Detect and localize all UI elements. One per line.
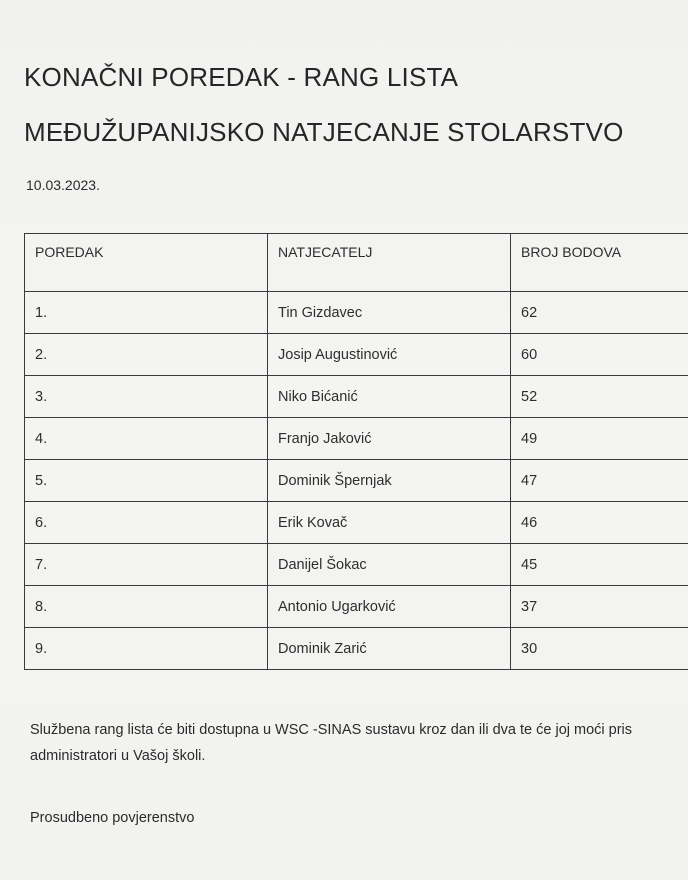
competitor-cell: Tin Gizdavec bbox=[268, 292, 511, 334]
competitor-cell: Antonio Ugarković bbox=[268, 586, 511, 628]
points-cell: 47 bbox=[511, 460, 688, 502]
points-cell: 60 bbox=[511, 334, 688, 376]
table-row bbox=[25, 334, 688, 376]
points-cell: 45 bbox=[511, 544, 688, 586]
rank-cell: 4. bbox=[25, 418, 268, 460]
competitor-cell: Danijel Šokac bbox=[268, 544, 511, 586]
ranking-table bbox=[24, 233, 688, 670]
rank-cell: 9. bbox=[25, 628, 268, 670]
rank-cell: 7. bbox=[25, 544, 268, 586]
table-row bbox=[25, 418, 688, 460]
table-row bbox=[25, 502, 688, 544]
competitor-cell: Dominik Zarić bbox=[268, 628, 511, 670]
points-cell: 46 bbox=[511, 502, 688, 544]
rank-cell: 5. bbox=[25, 460, 268, 502]
rank-cell: 6. bbox=[25, 502, 268, 544]
document-date: 10.03.2023. bbox=[26, 177, 100, 193]
rank-cell: 1. bbox=[25, 292, 268, 334]
document-title: KONAČNI POREDAK - RANG LISTA bbox=[24, 62, 459, 92]
competitor-cell: Franjo Jaković bbox=[268, 418, 511, 460]
points-cell: 49 bbox=[511, 418, 688, 460]
competitor-cell: Niko Bićanić bbox=[268, 376, 511, 418]
points-cell: 37 bbox=[511, 586, 688, 628]
rank-cell: 8. bbox=[25, 586, 268, 628]
points-cell: 52 bbox=[511, 376, 688, 418]
points-cell: 30 bbox=[511, 628, 688, 670]
table-row bbox=[25, 460, 688, 502]
notice-line: administratori u Vašoj školi. bbox=[30, 748, 206, 764]
official-notice bbox=[30, 717, 632, 769]
table-row bbox=[25, 292, 688, 334]
header-points: BROJ BODOVA bbox=[511, 234, 688, 292]
header-rank: POREDAK bbox=[25, 234, 268, 292]
header-competitor: NATJECATELJ bbox=[268, 234, 511, 292]
points-cell: 62 bbox=[511, 292, 688, 334]
competitor-cell: Erik Kovač bbox=[268, 502, 511, 544]
rank-cell: 3. bbox=[25, 376, 268, 418]
competitor-cell: Dominik Špernjak bbox=[268, 460, 511, 502]
table-row bbox=[25, 544, 688, 586]
competitor-cell: Josip Augustinović bbox=[268, 334, 511, 376]
rank-cell: 2. bbox=[25, 334, 268, 376]
signature-committee: Prosudbeno povjerenstvo bbox=[30, 810, 195, 826]
table-row bbox=[25, 376, 688, 418]
document-subtitle: MEĐUŽUPANIJSKO NATJECANJE STOLARSTVO bbox=[24, 117, 624, 147]
table-row bbox=[25, 586, 688, 628]
table-header-row bbox=[25, 234, 688, 292]
notice-line: Službena rang lista će biti dostupna u WSC -SINAS sustavu kroz dan ili dva te će joj moći pris bbox=[30, 722, 633, 738]
table-row bbox=[25, 628, 688, 670]
